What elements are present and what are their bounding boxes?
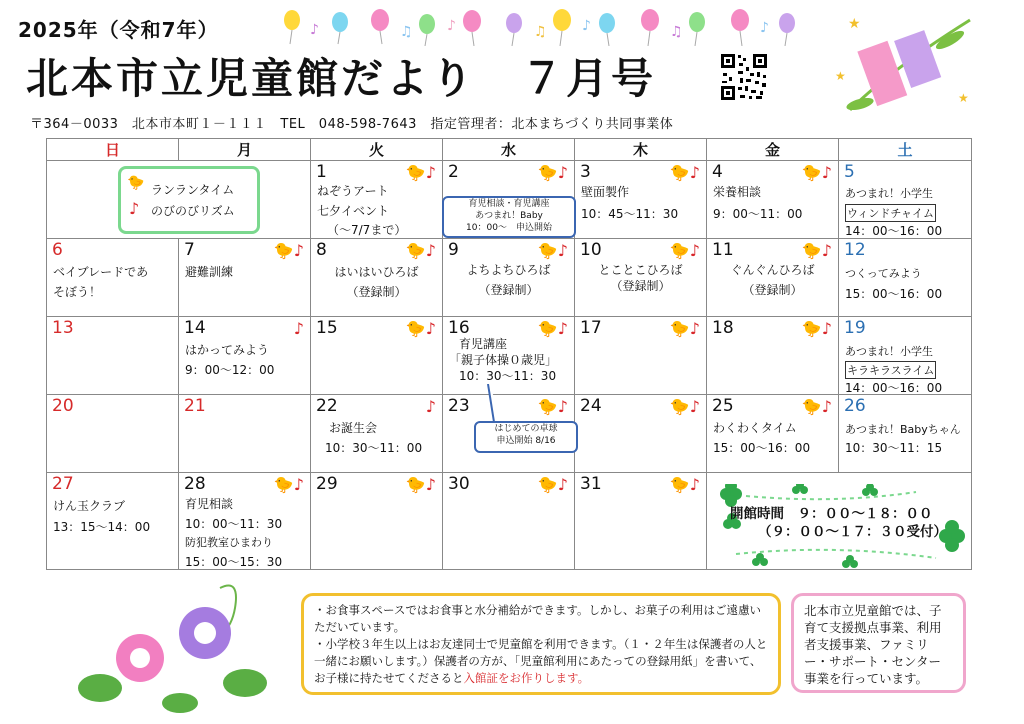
- day-cell-13: [47, 317, 179, 395]
- day-cell-6: [47, 239, 179, 317]
- weekday-sun: 日: [47, 139, 179, 161]
- event-name: ねぞうアート: [317, 184, 389, 198]
- year-label: 2025年（令和7年）: [18, 18, 219, 42]
- bird-note-icon: 🐤♪: [801, 319, 832, 338]
- opening-hours: 開館時間 ９：００～１８：００: [730, 506, 933, 522]
- event-name: 七夕イベント: [317, 204, 390, 218]
- legend-item-rhythm: のびのびリズム: [151, 204, 235, 218]
- svg-text:♫: ♫: [670, 24, 683, 40]
- day-number: 6: [52, 240, 63, 260]
- svg-text:♫: ♫: [534, 24, 547, 40]
- bird-note-icon: 🐤♪: [669, 163, 700, 182]
- event-name: 壁面製作: [581, 185, 630, 199]
- svg-text:♪: ♪: [310, 22, 319, 38]
- qr-code-icon: [720, 53, 768, 101]
- day-cell-19: [839, 317, 972, 395]
- day-number: 5: [844, 162, 855, 182]
- day-number: 10: [580, 240, 602, 260]
- day-number: 20: [52, 396, 74, 416]
- day-number: 1: [316, 162, 327, 182]
- newsletter-title: 北本市立児童館だより ７月号: [26, 54, 657, 103]
- day-cell-16: [443, 317, 575, 395]
- event-name: はかってみよう: [185, 343, 270, 357]
- day-number: 16: [448, 318, 470, 338]
- callout-line: 申込開始 8/16: [496, 436, 556, 446]
- callout-pingpong-registration: [474, 421, 578, 453]
- info-registration-highlight: 入館証をお作りします。: [463, 671, 590, 685]
- day-number: 26: [844, 396, 866, 416]
- event-name: 防犯教室ひまわり: [185, 536, 273, 549]
- day-cell-12: [839, 239, 972, 317]
- event-note: （登録制）: [478, 283, 539, 297]
- day-number: 31: [580, 474, 602, 494]
- event-name: わくわくタイム: [713, 421, 797, 435]
- day-cell-26: [839, 395, 972, 473]
- callout-line: あつまれ！Baby: [475, 211, 543, 221]
- day-number: 17: [580, 318, 602, 338]
- day-number: 22: [316, 396, 338, 416]
- svg-text:♪: ♪: [447, 18, 456, 34]
- event-title-boxed: ウィンドチャイム: [845, 204, 936, 222]
- event-time: 15：00～16：00: [713, 441, 811, 455]
- event-note: （～7/7まで）: [327, 223, 407, 237]
- day-cell-31: [575, 473, 707, 570]
- day-cell-15: [311, 317, 443, 395]
- music-note-icon: ♪: [129, 199, 140, 218]
- callout-pointer-icon: [480, 384, 510, 426]
- address-line: 〒364－0033 北本市本町１－１１１ TEL 048-598-7643 指定管理者：北本まちづくり共同事業体: [30, 117, 674, 132]
- bird-note-icon: 🐤♪: [405, 241, 436, 260]
- day-number: 19: [844, 318, 866, 338]
- day-number: 23: [448, 396, 470, 416]
- event-title-boxed: キラキラスライム: [845, 361, 936, 379]
- day-number: 13: [52, 318, 74, 338]
- bird-note-icon: 🐤♪: [273, 475, 304, 494]
- day-number: 28: [184, 474, 206, 494]
- bird-note-icon: 🐤♪: [537, 319, 568, 338]
- event-time: 15：00～16：00: [845, 287, 943, 301]
- weekday-thu: 木: [575, 139, 707, 161]
- bird-note-icon: 🐤♪: [669, 319, 700, 338]
- event-name: とことこひろば: [598, 263, 683, 277]
- info-paragraph-food: ・お食事スペースではお食事と水分補給ができます。しかし、お菓子の利用はご遠慮いただいています。: [314, 603, 762, 634]
- morning-glory-icon: [70, 578, 290, 718]
- tanabata-bamboo-icon: [830, 10, 980, 120]
- weekday-fri: 金: [707, 139, 839, 161]
- bird-note-icon: 🐤♪: [669, 241, 700, 260]
- event-name: 育児講座: [459, 337, 508, 351]
- svg-text:♪: ♪: [582, 18, 591, 34]
- event-note: （登録制）: [610, 279, 671, 293]
- day-cell-7: [179, 239, 311, 317]
- event-note: （登録制）: [346, 285, 407, 299]
- event-name: そぼう！: [53, 285, 102, 299]
- day-number: 3: [580, 162, 591, 182]
- day-number: 25: [712, 396, 734, 416]
- event-name: あつまれ！小学生: [845, 187, 933, 200]
- event-time: 10：00～11：30: [185, 517, 283, 531]
- info-paragraph-registration: [314, 636, 768, 687]
- bird-note-icon: 🐤♪: [801, 163, 832, 182]
- day-cell-30: [443, 473, 575, 570]
- event-name: 育児相談: [185, 497, 234, 511]
- event-name: お誕生会: [329, 421, 378, 435]
- event-name: あつまれ！Babyちゃん: [845, 423, 961, 436]
- bird-icon: 🐤: [127, 175, 145, 191]
- day-number: 21: [184, 396, 206, 416]
- callout-baby-registration: [442, 196, 576, 238]
- bird-note-icon: 🐤♪: [405, 319, 436, 338]
- event-time: 10：45～11：30: [581, 207, 679, 221]
- weekday-wed: 水: [443, 139, 575, 161]
- bird-note-icon: 🐤♪: [669, 397, 700, 416]
- reception-hours: （９：００～１７：３０受付）: [758, 524, 947, 540]
- event-time: 10：30～11：15: [845, 441, 943, 455]
- info-registration-text: ・小学校３年生以上はお友達同士で児童館を利用できます。（１・２年生は保護者の人と一緒にお願いします。）保護者の方が、「児童館利用にあたっての登録用紙」を書いて、お子様に持たせてくださると: [314, 637, 768, 685]
- callout-line: はじめての卓球: [494, 424, 558, 434]
- event-name: ぐんぐんひろば: [730, 263, 815, 277]
- bird-note-icon: 🐤♪: [537, 397, 568, 416]
- music-note-icon: ♪: [425, 397, 436, 416]
- day-cell-10: [575, 239, 707, 317]
- event-name: あつまれ！小学生: [845, 345, 933, 358]
- day-number: 8: [316, 240, 327, 260]
- day-number: 18: [712, 318, 734, 338]
- music-note-icon: ♪: [293, 319, 304, 338]
- event-time: 13：15～14：00: [53, 520, 151, 534]
- callout-line: 10：00～ 申込開始: [466, 223, 552, 233]
- event-name: 避難訓練: [185, 265, 234, 279]
- info-box-rules: [301, 593, 781, 695]
- bird-note-icon: 🐤♪: [405, 163, 436, 182]
- event-time: 10：30～11：00: [325, 441, 423, 455]
- legend-box: [118, 166, 260, 234]
- event-name: はいはいひろば: [334, 265, 419, 279]
- bird-note-icon: 🐤♪: [537, 475, 568, 494]
- day-cell-27: [47, 473, 179, 570]
- opening-hours-area: [716, 484, 966, 574]
- day-number: 2: [448, 162, 459, 182]
- day-cell-29: [311, 473, 443, 570]
- day-cell-14: [179, 317, 311, 395]
- day-cell-1: [311, 161, 443, 239]
- event-name: つくってみよう: [845, 267, 922, 280]
- day-cell-22: [311, 395, 443, 473]
- day-number: 9: [448, 240, 459, 260]
- day-cell-9: [443, 239, 575, 317]
- svg-text:★: ★: [848, 16, 861, 32]
- day-number: 15: [316, 318, 338, 338]
- week-row-2: [47, 239, 972, 317]
- day-cell-20: [47, 395, 179, 473]
- day-cell-11: [707, 239, 839, 317]
- day-number: 29: [316, 474, 338, 494]
- event-name: 栄養相談: [713, 185, 762, 199]
- week-row-3: [47, 317, 972, 395]
- day-cell-3: [575, 161, 707, 239]
- day-cell-21: [179, 395, 311, 473]
- event-name: けん玉クラブ: [53, 499, 126, 513]
- day-cell-5: [839, 161, 972, 239]
- day-number: 24: [580, 396, 602, 416]
- weekday-tue: 火: [311, 139, 443, 161]
- event-time: 9：00～12：00: [185, 363, 275, 377]
- day-number: 7: [184, 240, 195, 260]
- bird-note-icon: 🐤♪: [537, 241, 568, 260]
- day-number: 12: [844, 240, 866, 260]
- event-note: （登録制）: [742, 283, 803, 297]
- info-box-services: 北本市立児童館では、子育て支援拠点事業、利用者支援事業、ファミリー・サポート・センター事業を行っています。: [791, 593, 966, 693]
- weekday-header-row: [47, 139, 972, 161]
- event-time: 10：30～11：30: [459, 369, 557, 383]
- bird-note-icon: 🐤♪: [537, 163, 568, 182]
- svg-text:★: ★: [958, 91, 969, 105]
- day-cell-28: [179, 473, 311, 570]
- callout-line: 育児相談・育児講座: [468, 199, 550, 209]
- event-time: 9：00～11：00: [713, 207, 803, 221]
- bird-note-icon: 🐤♪: [669, 475, 700, 494]
- day-number: 30: [448, 474, 470, 494]
- event-time: 14：00～16：00: [845, 381, 943, 395]
- balloons-decoration-icon: [262, 6, 822, 46]
- weekday-sat: 土: [839, 139, 972, 161]
- bird-note-icon: 🐤♪: [801, 241, 832, 260]
- day-number: 4: [712, 162, 723, 182]
- svg-text:♪: ♪: [760, 20, 769, 36]
- day-cell-4: [707, 161, 839, 239]
- event-time: 15：00～15：30: [185, 555, 283, 569]
- day-number: 27: [52, 474, 74, 494]
- day-number: 14: [184, 318, 206, 338]
- event-time: 14：00～16：00: [845, 224, 943, 238]
- day-cell-8: [311, 239, 443, 317]
- weekday-mon: 月: [179, 139, 311, 161]
- event-name: 「親子体操０歳児」: [449, 353, 558, 367]
- svg-text:♫: ♫: [400, 24, 413, 40]
- day-cell-17: [575, 317, 707, 395]
- event-name: よちよちひろば: [466, 263, 551, 277]
- bird-note-icon: 🐤♪: [801, 397, 832, 416]
- legend-item-rantime: ランランタイム: [151, 183, 235, 197]
- event-name: ベイブレードであ: [53, 265, 149, 279]
- bird-note-icon: 🐤♪: [405, 475, 436, 494]
- bird-note-icon: 🐤♪: [273, 241, 304, 260]
- day-cell-18: [707, 317, 839, 395]
- day-number: 11: [712, 240, 734, 260]
- svg-text:★: ★: [835, 69, 846, 83]
- day-cell-24: [575, 395, 707, 473]
- day-cell-25: [707, 395, 839, 473]
